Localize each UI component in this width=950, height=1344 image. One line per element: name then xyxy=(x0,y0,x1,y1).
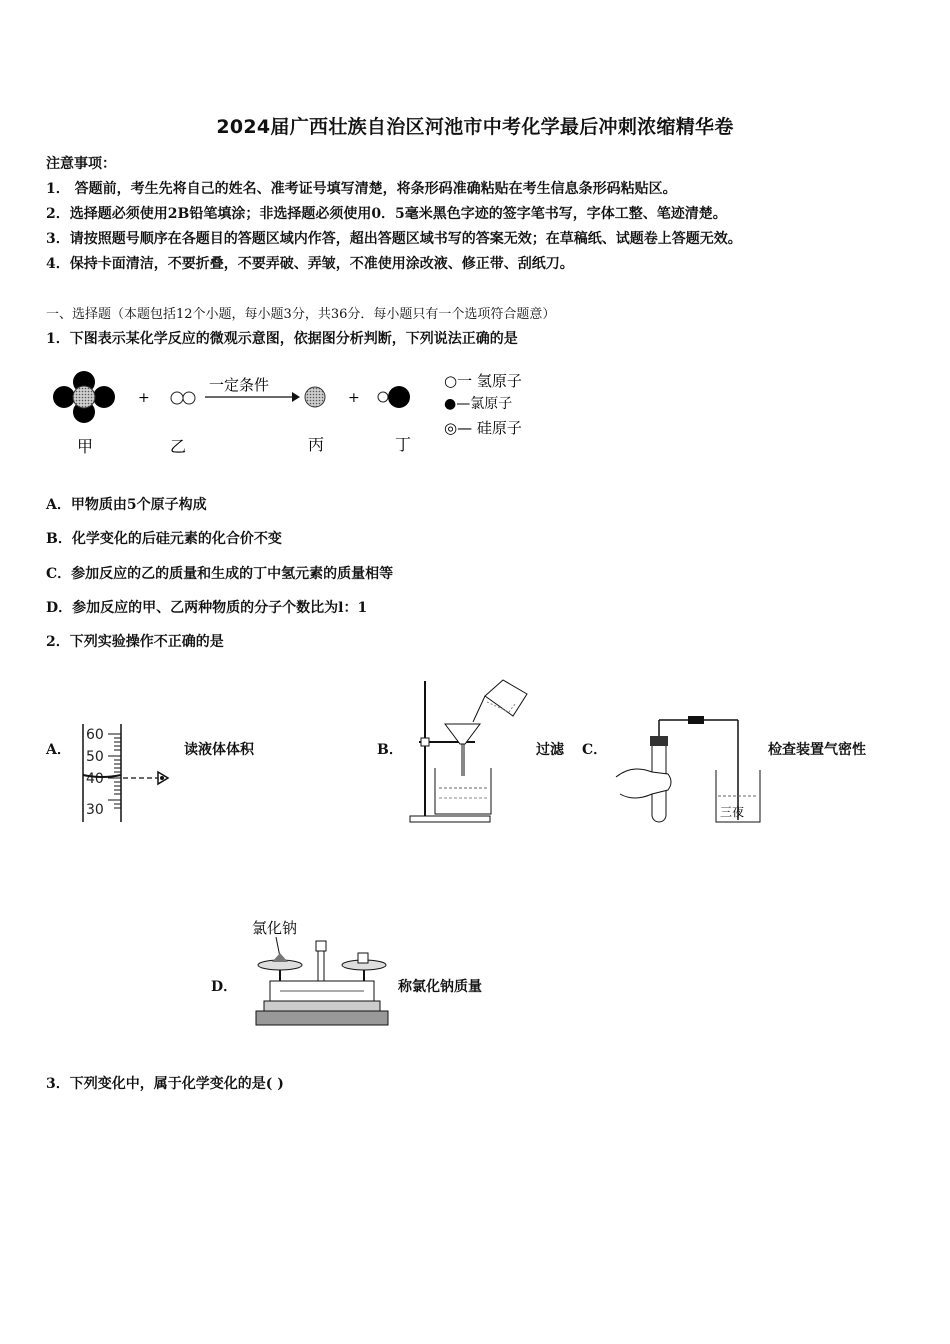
q1-option-a[interactable]: A．甲物质由5个原子构成 xyxy=(46,497,207,513)
balance-scale-image xyxy=(250,915,395,1033)
section-heading: 一、选择题（本题包括12个小题，每小题3分，共36分．每小题只有一个选项符合题意） xyxy=(46,307,556,322)
notice-item: 3．请按照题号顺序在各题目的答题区域内作答，超出答题区域书写的答案无效；在草稿纸、试题卷上答题无效。 xyxy=(46,231,742,247)
molecule-ding xyxy=(378,386,410,408)
notice-item: 1． 答题前，考生先将自己的姓名、准考证号填写清楚，将条形码准确粘贴在考生信息条形码粘贴区。 xyxy=(46,181,677,197)
airtightness-check-image xyxy=(612,712,772,827)
q1-option-d[interactable]: D．参加反应的甲、乙两种物质的分子个数比为l：1 xyxy=(46,600,368,616)
q2-option-a-letter[interactable]: A． xyxy=(46,742,71,758)
label-bing: 丙 xyxy=(308,435,325,454)
question-3-stem: 3．下列变化中，属于化学变化的是( ) xyxy=(46,1076,284,1092)
water-label: 三夜 xyxy=(720,805,745,819)
q2-option-d-letter[interactable]: D． xyxy=(211,979,238,995)
tick-label: 30 xyxy=(86,802,104,818)
q1-option-b[interactable]: B．化学变化的后硅元素的化合价不变 xyxy=(46,531,282,547)
q2-option-b-text: 过滤 xyxy=(536,742,564,758)
notice-heading: 注意事项： xyxy=(46,156,116,172)
q2-option-c-letter[interactable]: C． xyxy=(582,742,608,758)
reaction-diagram xyxy=(0,360,950,470)
notice-item: 4．保持卡面清洁，不要折叠，不要弄破、弄皱，不准使用涂改液、修正带、刮纸刀。 xyxy=(46,256,574,272)
q2-option-c-text: 检查装置气密性 xyxy=(768,742,866,758)
page-title: 2024届广西壮族自治区河池市中考化学最后冲刺浓缩精华卷 xyxy=(216,116,734,138)
tick-label: 60 xyxy=(86,727,104,743)
label-ding: 丁 xyxy=(395,435,412,454)
q2-option-d-text: 称氯化钠质量 xyxy=(398,979,482,995)
notice-item: 2．选择题必须使用2B铅笔填涂；非选择题必须使用0．5毫米黑色字迹的签字笔书写，字体工整、笔迹清楚。 xyxy=(46,206,727,222)
filtration-apparatus-image xyxy=(405,676,535,826)
graduated-cylinder-image xyxy=(78,722,188,827)
tick-label: 50 xyxy=(86,749,104,765)
q2-option-b-letter[interactable]: B． xyxy=(377,742,403,758)
question-1-stem: 1．下图表示某化学反应的微观示意图，依据图分析判断，下列说法正确的是 xyxy=(46,331,518,347)
legend-chlorine: ●—氯原子 xyxy=(444,396,513,412)
legend xyxy=(444,372,522,437)
molecule-yi xyxy=(171,392,195,404)
sodium-chloride-label: 氯化钠 xyxy=(252,919,298,937)
question-2-stem: 2．下列实验操作不正确的是 xyxy=(46,634,224,650)
q1-option-c[interactable]: C．参加反应的乙的质量和生成的丁中氢元素的质量相等 xyxy=(46,566,394,582)
tick-label: 40 xyxy=(86,771,104,787)
molecule-bing xyxy=(305,387,325,407)
plus-sign: + xyxy=(138,390,150,406)
label-jia: 甲 xyxy=(77,437,94,456)
reaction-condition: 一定条件 xyxy=(209,376,270,394)
label-yi: 乙 xyxy=(170,437,187,456)
plus-sign: + xyxy=(348,390,360,406)
legend-hydrogen: ○一 氢原子 xyxy=(444,372,522,390)
q2-option-a-text: 读液体体积 xyxy=(184,742,254,758)
molecule-jia xyxy=(53,371,115,423)
legend-silicon: ◎— 硅原子 xyxy=(444,419,522,437)
